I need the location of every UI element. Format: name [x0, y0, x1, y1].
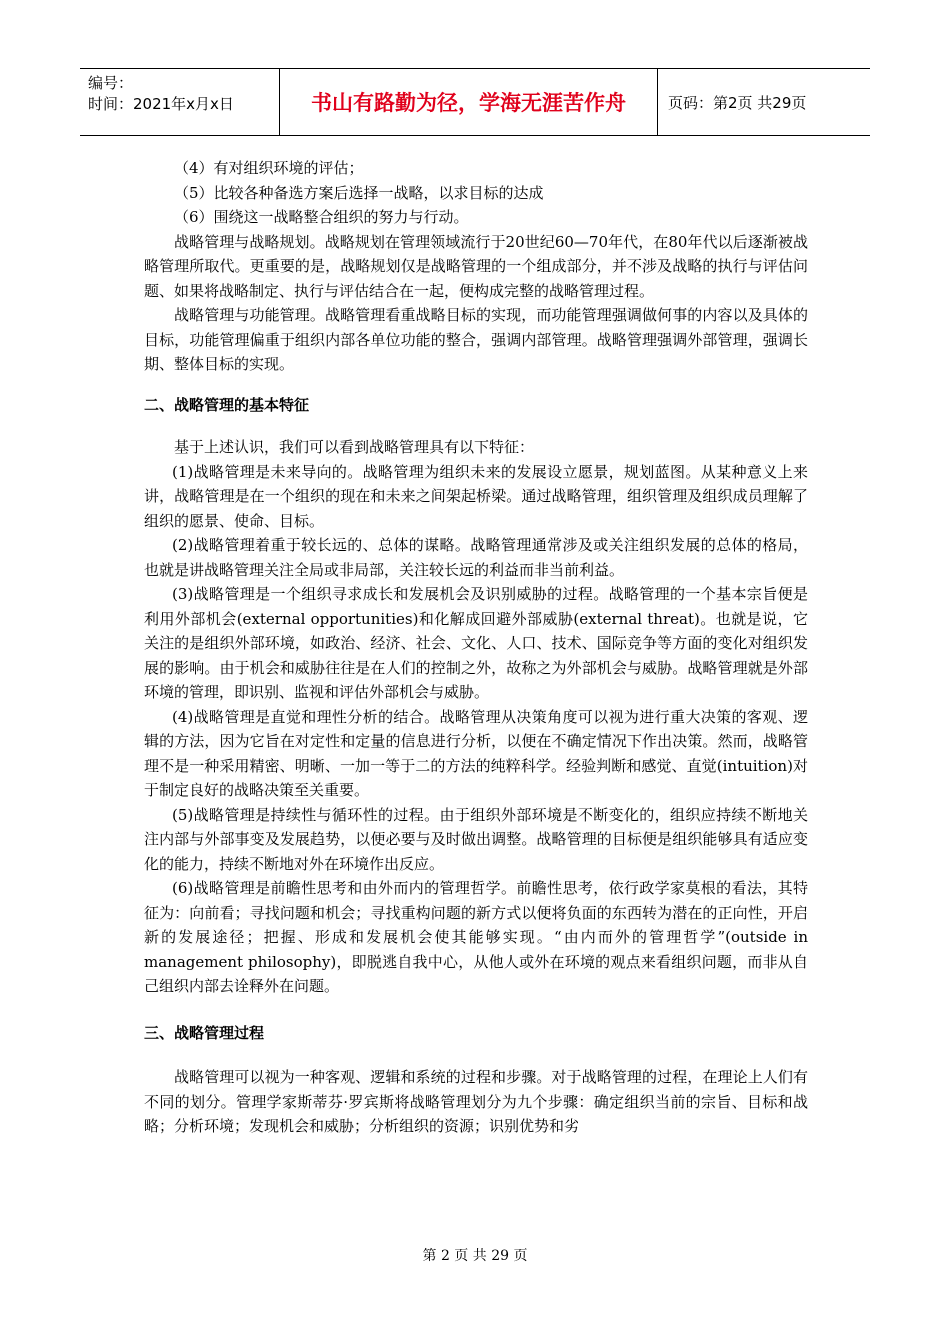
paragraph: 战略管理与战略规划。战略规划在管理领域流行于20世纪60—70年代，在80年代以后逐渐被战略管理所取代。更重要的是，战略规划仅是战略管理的一个组成部分，并不涉及战略的执行与评估问题、如果将战略制定、执行与评估结合在一起，便构成完整的战略管理过程。 [144, 232, 808, 300]
document-number-label: 编号： [88, 74, 134, 92]
list-item: （5）比较各种备选方案后选择一战略，以求目标的达成 [174, 183, 544, 202]
feature-item: (2)战略管理着重于较长远的、总体的谋略。战略管理通常涉及或关注组织发展的总体的格局，也就是讲战略管理关注全局或非局部，关注较长远的利益而非当前利益。 [144, 536, 808, 579]
feature-item: (6)战略管理是前瞻性思考和由外而内的管理哲学。前瞻性思考，依行政学家莫根的看法，其特征为：向前看；寻找问题和机会；寻找重构问题的新方式以便将负面的东西转为潜在的正向性，开启新的发展途径；把握、形成和发展机会使其能够实现。“由内而外的管理哲学”(outside in management philosophy)，即脱逃自我中心，从他人或外在环境的观点来看组织问题，而非从自己组织内部去诠释外在问题。 [144, 879, 808, 995]
document-date-label: 时间：2021年x月x日 [88, 95, 234, 113]
paragraph: 基于上述认识，我们可以看到战略管理具有以下特征： [174, 438, 535, 456]
header-motto: 书山有路勤为径，学海无涯苦作舟 [280, 69, 658, 135]
paragraph: 战略管理可以视为一种客观、逻辑和系统的过程和步骤。对于战略管理的过程，在理论上人们有不同的划分。管理学家斯蒂芬·罗宾斯将战略管理划分为九个步骤：确定组织当前的宗旨、目标和战略；分析环境；发现机会和威胁；分析组织的资源；识别优势和劣 [144, 1068, 808, 1135]
header-page-info: 页码：第2页 共29页 [668, 93, 807, 112]
section-heading: 三、战略管理过程 [144, 1023, 265, 1042]
header-meta [80, 69, 280, 135]
feature-item: (4)战略管理是直觉和理性分析的结合。战略管理从决策角度可以视为进行重大决策的客观、逻辑的方法，因为它旨在对定性和定量的信息进行分析，以便在不确定情况下作出决策。然而，战略管理不是一种采用精密、明晰、一加一等于二的方法的纯粹科学。经验判断和感觉、直觉(intuition)对于制定良好的战略决策至关重要。 [144, 707, 808, 799]
feature-item: (5)战略管理是持续性与循环性的过程。由于组织外部环境是不断变化的，组织应持续不断地关注内部与外部事变及发展趋势，以便必要与及时做出调整。战略管理的目标便是组织能够具有适应变化的能力，持续不断地对外在环境作出反应。 [144, 805, 808, 873]
section-heading: 二、战略管理的基本特征 [144, 395, 310, 414]
document-body [144, 156, 808, 1139]
page-footer: 第 2 页 共 29 页 [422, 1248, 528, 1264]
list-item: （6）围绕这一战略整合组织的努力与行动。 [174, 208, 469, 226]
feature-item: (3)战略管理是一个组织寻求成长和发展机会及识别威胁的过程。战略管理的一个基本宗旨便是利用外部机会(external opportunities)和化解成回避外部威胁(external threat)。也就是说，它关注的是组织外部环境，如政治、经济、社会、文化、人口、技术、国际竞争等方面的变化对组织发展的影响。由于机会和威胁往往是在人们的控制之外，故称之为外部机会与威胁。战略管理就是外部环境的管理，即识别、监视和评估外部机会与威胁。 [144, 585, 808, 701]
paragraph: 战略管理与功能管理。战略管理看重战略目标的实现，而功能管理强调做何事的内容以及具体的目标，功能管理偏重于组织内部各单位功能的整合，强调内部管理。战略管理强调外部管理，强调长期、整体目标的实现。 [144, 306, 808, 373]
feature-item: (1)战略管理是未来导向的。战略管理为组织未来的发展设立愿景，规划蓝图。从某种意义上来讲，战略管理是在一个组织的现在和未来之间架起桥梁。通过战略管理，组织管理及组织成员理解了组织的愿景、使命、目标。 [144, 462, 808, 530]
list-item: （4）有对组织环境的评估； [174, 159, 364, 177]
page-header [80, 68, 870, 136]
